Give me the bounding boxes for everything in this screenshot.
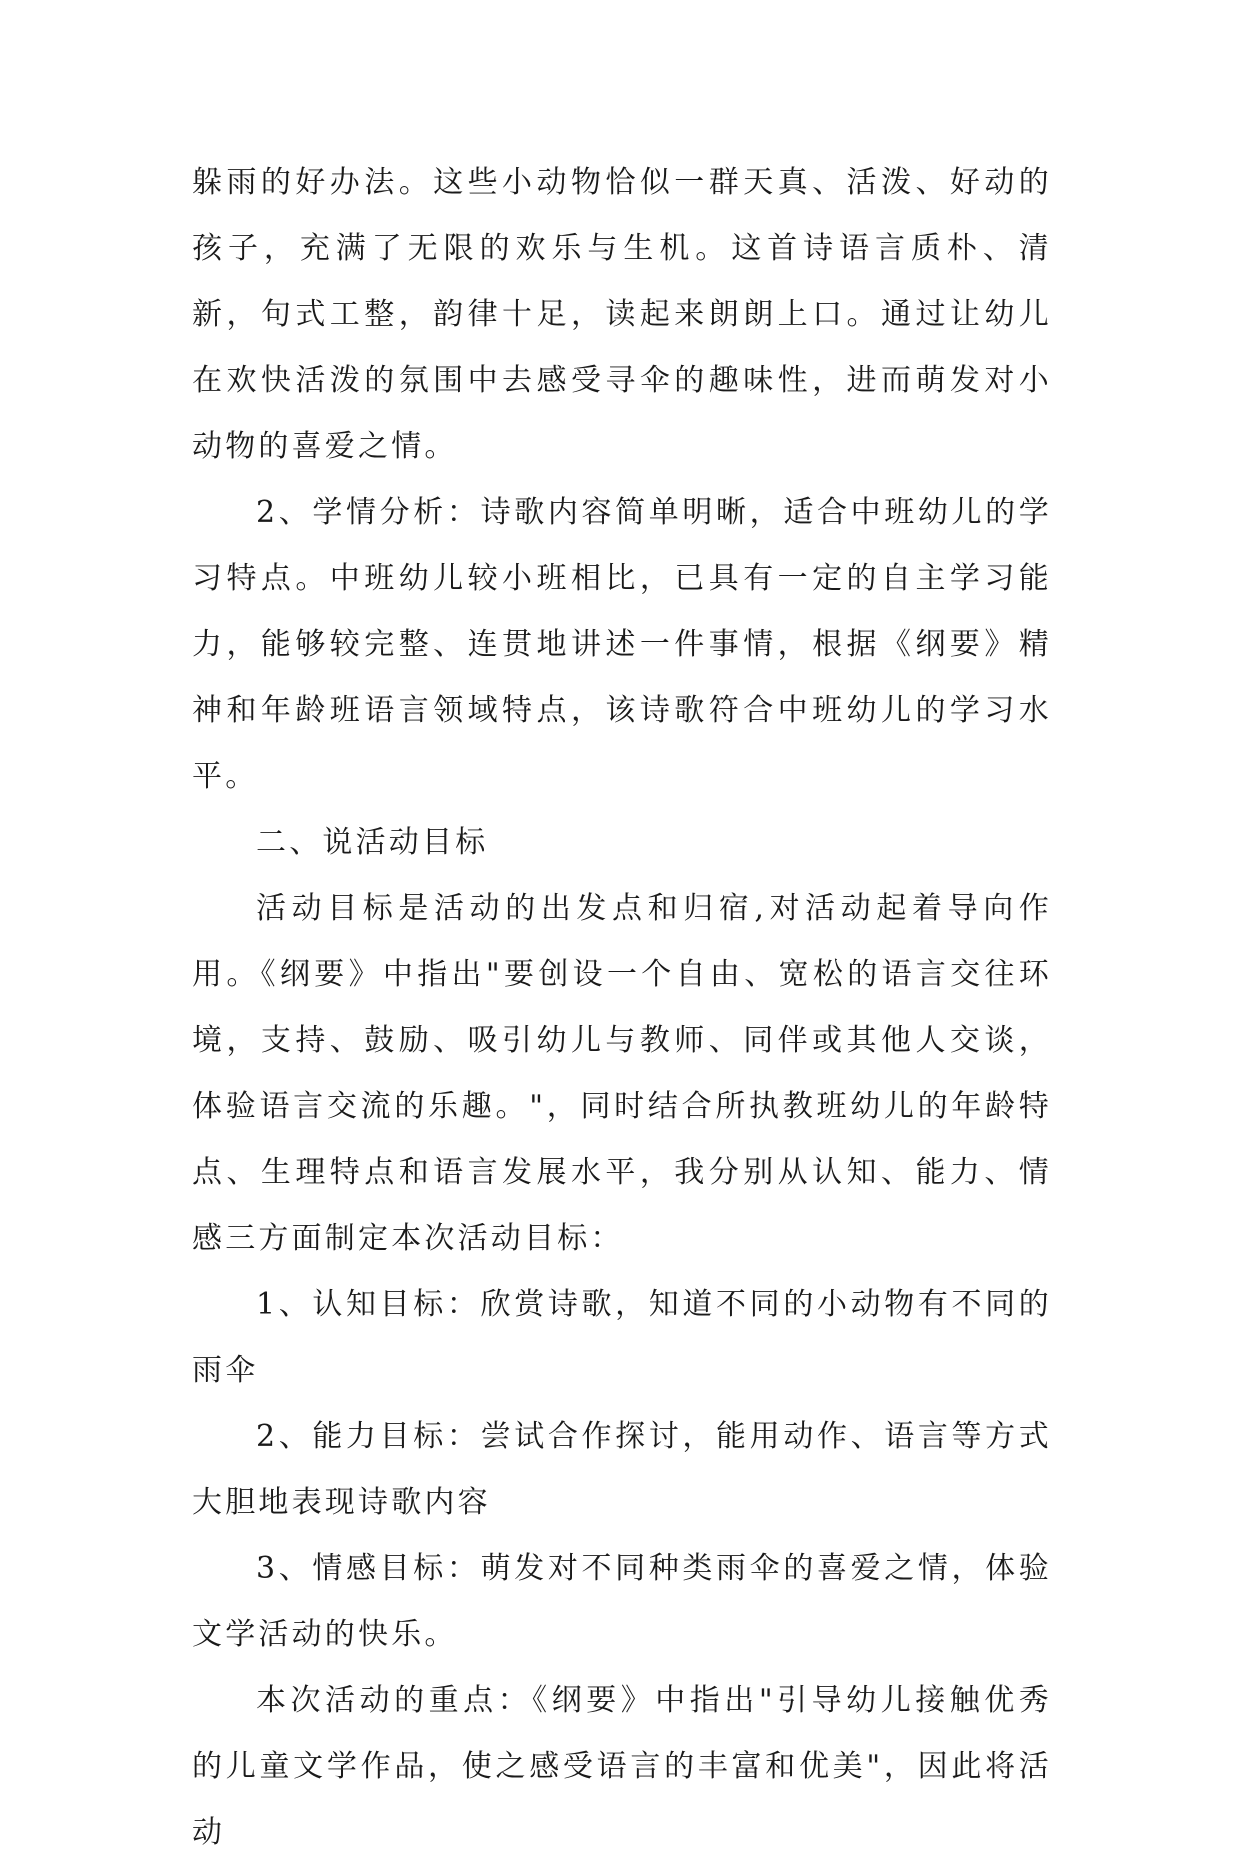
paragraph-activity-focus: 本次活动的重点：《纲要》中指出"引导幼儿接触优秀的儿童文学作品，使之感受语言的丰富和优美"，因此将活动 [192, 1683, 1052, 1850]
goal-ability: 2、能力目标：尝试合作探讨，能用动作、语言等方式大胆地表现诗歌内容 [192, 1419, 1052, 1520]
document-page [192, 150, 1052, 1866]
paragraph-content-analysis-continued: 躲雨的好办法。这些小动物恰似一群天真、活泼、好动的孩子，充满了无限的欢乐与生机。这首诗语言质朴、清新，句式工整，韵律十足，读起来朗朗上口。通过让幼儿在欢快活泼的氛围中去感受寻伞的趣味性，进而萌发对小动物的喜爱之情。 [192, 165, 1052, 464]
goal-emotional: 3、情感目标：萌发对不同种类雨伞的喜爱之情，体验文学活动的快乐。 [192, 1551, 1052, 1652]
paragraph-learning-analysis: 2、学情分析：诗歌内容简单明晰，适合中班幼儿的学习特点。中班幼儿较小班相比，已具有一定的自主学习能力，能够较完整、连贯地讲述一件事情，根据《纲要》精神和年龄班语言领域特点，该诗歌符合中班幼儿的学习水平。 [192, 495, 1052, 794]
paragraph-goals-intro: 活动目标是活动的出发点和归宿,对活动起着导向作用。《纲要》中指出"要创设一个自由、宽松的语言交往环境，支持、鼓励、吸引幼儿与教师、同伴或其他人交谈，体验语言交流的乐趣。"，同时结合所执教班幼儿的年龄特点、生理特点和语言发展水平，我分别从认知、能力、情感三方面制定本次活动目标： [192, 891, 1052, 1256]
goal-cognitive: 1、认知目标：欣赏诗歌，知道不同的小动物有不同的雨伞 [192, 1287, 1052, 1388]
section-heading-activity-goals: 二、说活动目标 [256, 825, 489, 860]
